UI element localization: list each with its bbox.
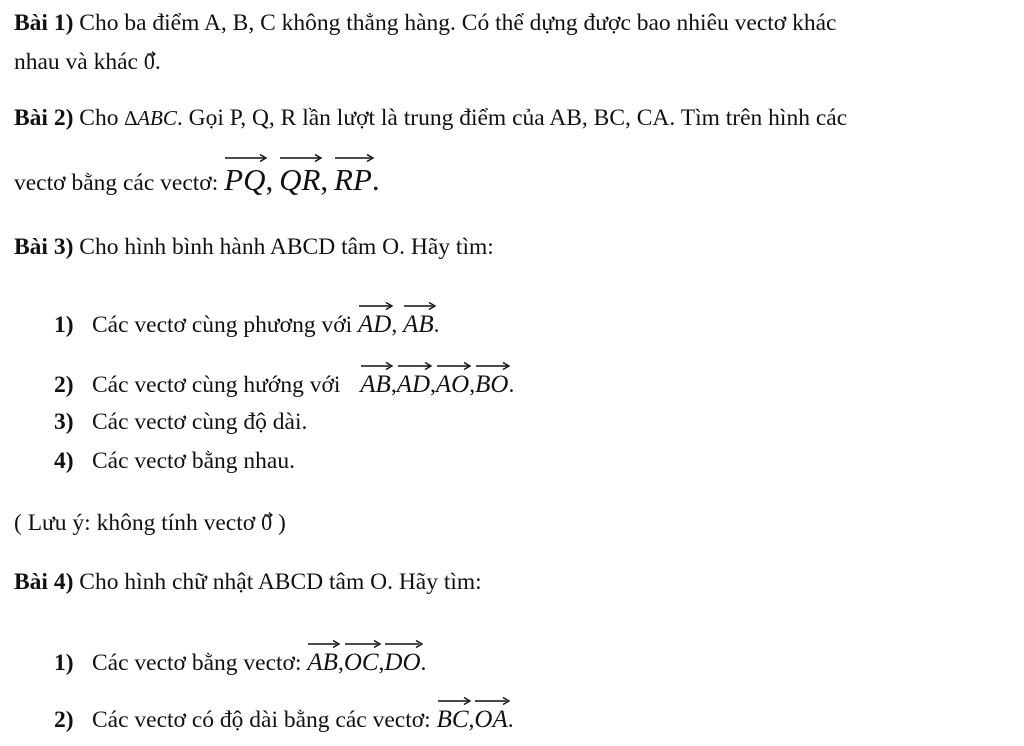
bai4-item-1: 1) Các vectơ bằng vectơ: AB, OC, DO. — [54, 646, 426, 676]
bai3-note-pre: ( Lưu ý: không tính vectơ — [14, 510, 256, 536]
bai4-item-2-text: Các vectơ có độ dài bằng các vectơ: — [92, 707, 431, 733]
bai2-end: . — [371, 162, 380, 197]
bai3-item-1-num: 1) — [54, 312, 74, 338]
vector-arrow-icon — [263, 501, 273, 511]
bai3-item-2-num: 2) — [54, 372, 74, 398]
vector-arrow-icon — [398, 360, 430, 372]
bai3-item-3-text: Các vectơ cùng độ dài. — [92, 409, 308, 435]
bai4-item-2-end: . — [507, 707, 514, 733]
bai2-vector-rp: RP — [334, 160, 372, 195]
bai2-line1 — [14, 107, 847, 131]
bai3-item-4-num: 4) — [54, 448, 74, 474]
bai3-item-1-vector-ab: AB — [403, 308, 434, 337]
bai1-label: Bài 1) — [14, 10, 74, 36]
bai3-line — [14, 236, 494, 260]
bai1-line2 — [14, 51, 161, 75]
bai3-label: Bài 3) — [14, 234, 74, 260]
bai1-zero: 0 — [143, 49, 155, 74]
bai3-item-2-vector-bo: BO — [475, 368, 508, 397]
bai4-item-2-vector-bc: BC — [437, 703, 469, 732]
bai3-item-2: 2) Các vectơ cùng hướng với AB, AD, AO, BO. — [54, 368, 514, 398]
bai1-text-line1: Cho ba điểm A, B, C không thẳng hàng. Có thể dựng được bao nhiêu vectơ khác — [79, 10, 837, 36]
vector-arrow-icon — [225, 152, 265, 164]
bai3-item-1-end: . — [433, 312, 440, 338]
bai3-item-2-text: Các vectơ cùng hướng với — [92, 372, 341, 398]
bai1-text-line2: nhau và khác — [14, 49, 138, 75]
vector-arrow-icon — [438, 695, 469, 707]
vector-arrow-icon — [404, 300, 434, 312]
bai3-item-2-vector-ab: AB — [360, 368, 391, 397]
bai4-text: Cho hình chữ nhật ABCD tâm O. Hãy tìm: — [79, 569, 482, 595]
vector-arrow-icon — [385, 638, 420, 650]
bai2-label: Bài 2) — [14, 105, 74, 131]
bai4-item-1-text: Các vectơ bằng vectơ: — [92, 650, 302, 676]
bai4-item-2-num: 2) — [54, 707, 74, 733]
vector-arrow-icon — [335, 152, 372, 164]
bai3-note-zero-vector — [261, 512, 272, 534]
bai2-vector-pq: PQ — [224, 160, 265, 195]
bai4-item-1-num: 1) — [54, 650, 74, 676]
vector-arrow-icon — [359, 300, 391, 312]
bai4-item-1-end: . — [420, 650, 427, 676]
vector-arrow-icon — [476, 360, 508, 372]
vector-arrow-icon — [280, 152, 320, 164]
bai3-item-3-num: 3) — [54, 409, 74, 435]
bai4-line — [14, 571, 482, 595]
bai2-text-line1: . Gọi P, Q, R lần lượt là trung điểm của AB, BC, CA. Tìm trên hình các — [176, 105, 848, 131]
bai3-note-zero: 0 — [261, 510, 273, 535]
bai4-item-1-vector-do: DO — [384, 646, 420, 675]
bai4-item-1-vector-ab: AB — [307, 646, 338, 675]
vector-arrow-icon — [437, 360, 469, 372]
bai1-end: . — [154, 49, 161, 75]
bai3-text: Cho hình bình hành ABCD tâm O. Hãy tìm: — [79, 234, 494, 260]
bai3-item-4-text: Các vectơ bằng nhau. — [92, 448, 295, 474]
bai3-item-1-text: Các vectơ cùng phương với — [92, 312, 353, 338]
bai4-item-1-vector-oc: OC — [344, 646, 379, 675]
bai3-item-2-vector-ao: AO — [436, 368, 469, 397]
bai3-item-4 — [54, 450, 295, 474]
bai3-item-2-end: . — [508, 372, 515, 398]
bai2-line2: vectơ bằng các vectơ: PQ, QR, RP. — [14, 160, 380, 196]
bai1-zero-vector — [144, 51, 155, 73]
bai4-label: Bài 4) — [14, 569, 74, 595]
bai4-item-2: 2) Các vectơ có độ dài bằng các vectơ: BC, OA. — [54, 703, 514, 733]
bai1-line1 — [14, 12, 836, 36]
bai3-item-1-vector-ad: AD — [358, 308, 391, 337]
bai2-triangle: ∆ABC — [124, 106, 177, 130]
bai3-note — [14, 512, 286, 536]
bai2-text-line2: vectơ bằng các vectơ: — [14, 170, 219, 196]
bai4-item-2-vector-oa: OA — [474, 703, 507, 732]
vector-arrow-icon — [361, 360, 391, 372]
bai3-item-3 — [54, 411, 307, 435]
vector-arrow-icon — [475, 695, 507, 707]
bai2-text-pre: Cho — [79, 105, 119, 131]
bai3-note-post: ) — [277, 510, 286, 536]
bai3-item-2-vector-ad: AD — [397, 368, 430, 397]
bai3-item-1: 1) Các vectơ cùng phương với AD, AB. — [54, 308, 440, 338]
vector-arrow-icon — [146, 40, 156, 50]
vector-arrow-icon — [308, 638, 338, 650]
bai2-vector-qr: QR — [279, 160, 320, 195]
vector-arrow-icon — [345, 638, 379, 650]
